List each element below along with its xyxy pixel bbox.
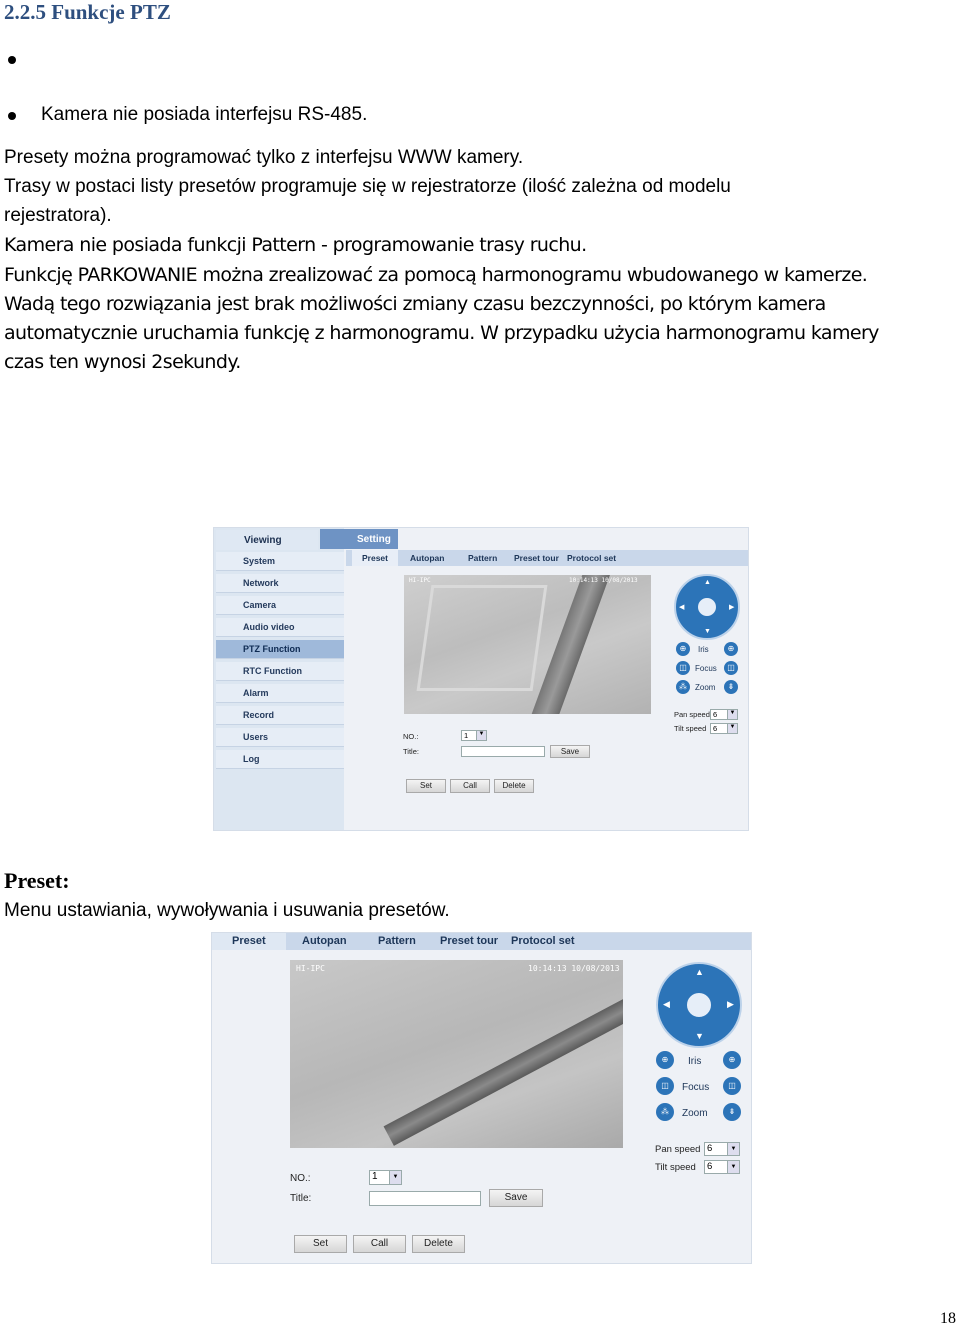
- paragraph-line: Trasy w postaci listy presetów programuje się w rejestratorze (ilość zależna od modelu: [4, 176, 731, 197]
- preset-heading: Preset:: [4, 868, 70, 893]
- bullet-text: Kamera nie posiada interfejsu RS-485.: [41, 104, 368, 125]
- ptz-center-button[interactable]: [696, 596, 718, 618]
- sidebar-item-users[interactable]: Users: [216, 728, 344, 747]
- tab-protocol-set[interactable]: Protocol set: [567, 553, 617, 563]
- tab-pattern[interactable]: Pattern: [378, 935, 416, 947]
- chevron-down-icon: ▼: [727, 724, 737, 733]
- save-button[interactable]: Save: [489, 1189, 543, 1207]
- set-button[interactable]: Set: [294, 1235, 347, 1253]
- sidebar-item-log[interactable]: Log: [216, 750, 344, 769]
- chevron-down-icon: ▼: [727, 1161, 739, 1173]
- tilt-speed-label: Tilt speed: [655, 1162, 696, 1173]
- ceiling-beam: [384, 976, 623, 1146]
- page-number: 18: [940, 1310, 956, 1327]
- arrow-left-icon[interactable]: ◀: [663, 999, 670, 1009]
- camera-settings-screenshot: [213, 527, 749, 831]
- ptz-center-button[interactable]: [685, 991, 713, 1019]
- arrow-right-icon[interactable]: ▶: [727, 999, 734, 1009]
- focus-label: Focus: [695, 664, 717, 673]
- ceiling-frame: [417, 585, 548, 691]
- iris-open-icon[interactable]: ⊕: [676, 642, 690, 656]
- iris-close-icon[interactable]: ⊕: [723, 1051, 741, 1069]
- chevron-down-icon: ▼: [389, 1171, 401, 1184]
- zoom-label: Zoom: [682, 1108, 708, 1119]
- pan-speed-label: Pan speed: [655, 1144, 701, 1155]
- preset-title-label: Title:: [290, 1193, 312, 1204]
- tab-protocol-set[interactable]: Protocol set: [511, 935, 575, 947]
- focus-far-icon[interactable]: ◫: [724, 661, 738, 675]
- arrow-up-icon[interactable]: ▲: [695, 967, 704, 977]
- paragraph-line: rejestratora).: [4, 205, 112, 226]
- video-timestamp: 10:14:13 10/08/2013: [569, 577, 638, 584]
- tab-setting[interactable]: Setting: [320, 529, 398, 549]
- zoom-out-icon[interactable]: ⁂: [676, 680, 690, 694]
- video-feed: [404, 575, 651, 714]
- preset-description: Menu ustawiania, wywoływania i usuwania presetów.: [4, 900, 450, 921]
- zoom-label: Zoom: [695, 683, 716, 692]
- tilt-speed-select[interactable]: [704, 1160, 740, 1174]
- chevron-down-icon: ▼: [476, 731, 486, 740]
- tab-preset[interactable]: Preset: [212, 933, 286, 950]
- pan-speed-select[interactable]: [710, 709, 738, 720]
- video-feed: [290, 960, 623, 1148]
- focus-label: Focus: [682, 1082, 710, 1093]
- tab-viewing[interactable]: Viewing: [216, 530, 318, 550]
- preset-title-input[interactable]: [461, 746, 545, 757]
- arrow-right-icon[interactable]: ▶: [729, 604, 735, 611]
- iris-open-icon[interactable]: ⊕: [656, 1051, 674, 1069]
- chevron-down-icon: ▼: [727, 1143, 739, 1155]
- preset-number-select[interactable]: [461, 730, 487, 741]
- ptz-direction-pad[interactable]: [656, 962, 742, 1048]
- tilt-speed-value: 6: [707, 1161, 713, 1172]
- tilt-speed-value: 6: [713, 724, 718, 733]
- focus-far-icon[interactable]: ◫: [723, 1077, 741, 1095]
- ptz-direction-pad[interactable]: [674, 574, 740, 640]
- pan-speed-value: 6: [707, 1143, 713, 1154]
- arrow-down-icon[interactable]: ▼: [695, 1031, 704, 1041]
- paragraph-line: automatycznie uruchamia funkcję z harmonogramu. W przypadku użycia harmonogramu kamery: [4, 322, 879, 344]
- arrow-down-icon[interactable]: ▼: [704, 628, 711, 635]
- tab-pattern[interactable]: Pattern: [468, 553, 498, 563]
- sidebar-item-audio-video[interactable]: Audio video: [216, 618, 344, 637]
- sidebar-item-system[interactable]: System: [216, 552, 344, 571]
- preset-number-value: 1: [464, 731, 469, 740]
- preset-title-input[interactable]: [369, 1191, 481, 1206]
- delete-button[interactable]: Delete: [494, 779, 534, 793]
- pan-speed-value: 6: [713, 710, 718, 719]
- sidebar-item-rtc-function[interactable]: RTC Function: [216, 662, 344, 681]
- section-heading: 2.2.5 Funkcje PTZ: [4, 0, 171, 24]
- paragraph-line: Presety można programować tylko z interfejsu WWW kamery.: [4, 147, 524, 168]
- preset-number-value: 1: [372, 1171, 378, 1182]
- sidebar-item-camera[interactable]: Camera: [216, 596, 344, 615]
- tab-preset[interactable]: Preset: [352, 550, 398, 566]
- zoom-in-icon[interactable]: ⇟: [723, 1103, 741, 1121]
- preset-title-label: Title:: [403, 747, 419, 756]
- delete-button[interactable]: Delete: [412, 1235, 465, 1253]
- focus-near-icon[interactable]: ◫: [676, 661, 690, 675]
- preset-settings-screenshot: [211, 932, 752, 1264]
- tab-autopan[interactable]: Autopan: [302, 935, 347, 947]
- paragraph-line: Kamera nie posiada funkcji Pattern - programowanie trasy ruchu.: [4, 234, 587, 256]
- pan-speed-label: Pan speed: [674, 710, 710, 719]
- paragraph-line: Wadą tego rozwiązania jest brak możliwości zmiany czasu bezczynności, po którym kamera: [4, 293, 826, 315]
- video-label: HI-IPC: [296, 964, 325, 973]
- iris-close-icon[interactable]: ⊕: [724, 642, 738, 656]
- call-button[interactable]: Call: [353, 1235, 406, 1253]
- arrow-left-icon[interactable]: ◀: [679, 604, 685, 611]
- zoom-out-icon[interactable]: ⁂: [656, 1103, 674, 1121]
- set-button[interactable]: Set: [406, 779, 446, 793]
- save-button[interactable]: Save: [550, 745, 590, 758]
- iris-label: Iris: [698, 645, 709, 654]
- sidebar-item-record[interactable]: Record: [216, 706, 344, 725]
- subtab-bar: [346, 550, 748, 566]
- tab-preset-tour[interactable]: Preset tour: [440, 935, 499, 947]
- zoom-in-icon[interactable]: ⇟: [724, 680, 738, 694]
- arrow-up-icon[interactable]: ▲: [704, 579, 711, 586]
- sidebar-item-network[interactable]: Network: [216, 574, 344, 593]
- sidebar: [214, 528, 344, 830]
- tilt-speed-label: Tilt speed: [674, 724, 707, 733]
- video-label: HI-IPC: [409, 577, 431, 584]
- iris-label: Iris: [688, 1056, 702, 1067]
- tab-autopan[interactable]: Autopan: [410, 553, 445, 563]
- paragraph-line: Funkcję PARKOWANIE można zrealizować za pomocą harmonogramu wbudowanego w kamerze.: [4, 264, 868, 286]
- bullet-dot: [8, 112, 16, 120]
- call-button[interactable]: Call: [450, 779, 490, 793]
- preset-number-label: NO.:: [403, 732, 419, 741]
- paragraph-line: czas ten wynosi 2sekundy.: [4, 351, 241, 373]
- tilt-speed-select[interactable]: [710, 723, 738, 734]
- sidebar-item-alarm[interactable]: Alarm: [216, 684, 344, 703]
- pan-speed-select[interactable]: [704, 1142, 740, 1156]
- focus-near-icon[interactable]: ◫: [656, 1077, 674, 1095]
- video-timestamp: 10:14:13 10/08/2013: [528, 964, 620, 973]
- subtab-bar: [212, 933, 751, 950]
- bullet-dot: [8, 56, 16, 64]
- chevron-down-icon: ▼: [727, 710, 737, 719]
- tab-preset-tour[interactable]: Preset tour: [514, 553, 559, 563]
- sidebar-item-ptz-function[interactable]: PTZ Function: [216, 640, 344, 659]
- preset-number-select[interactable]: [369, 1170, 402, 1185]
- preset-number-label: NO.:: [290, 1173, 311, 1184]
